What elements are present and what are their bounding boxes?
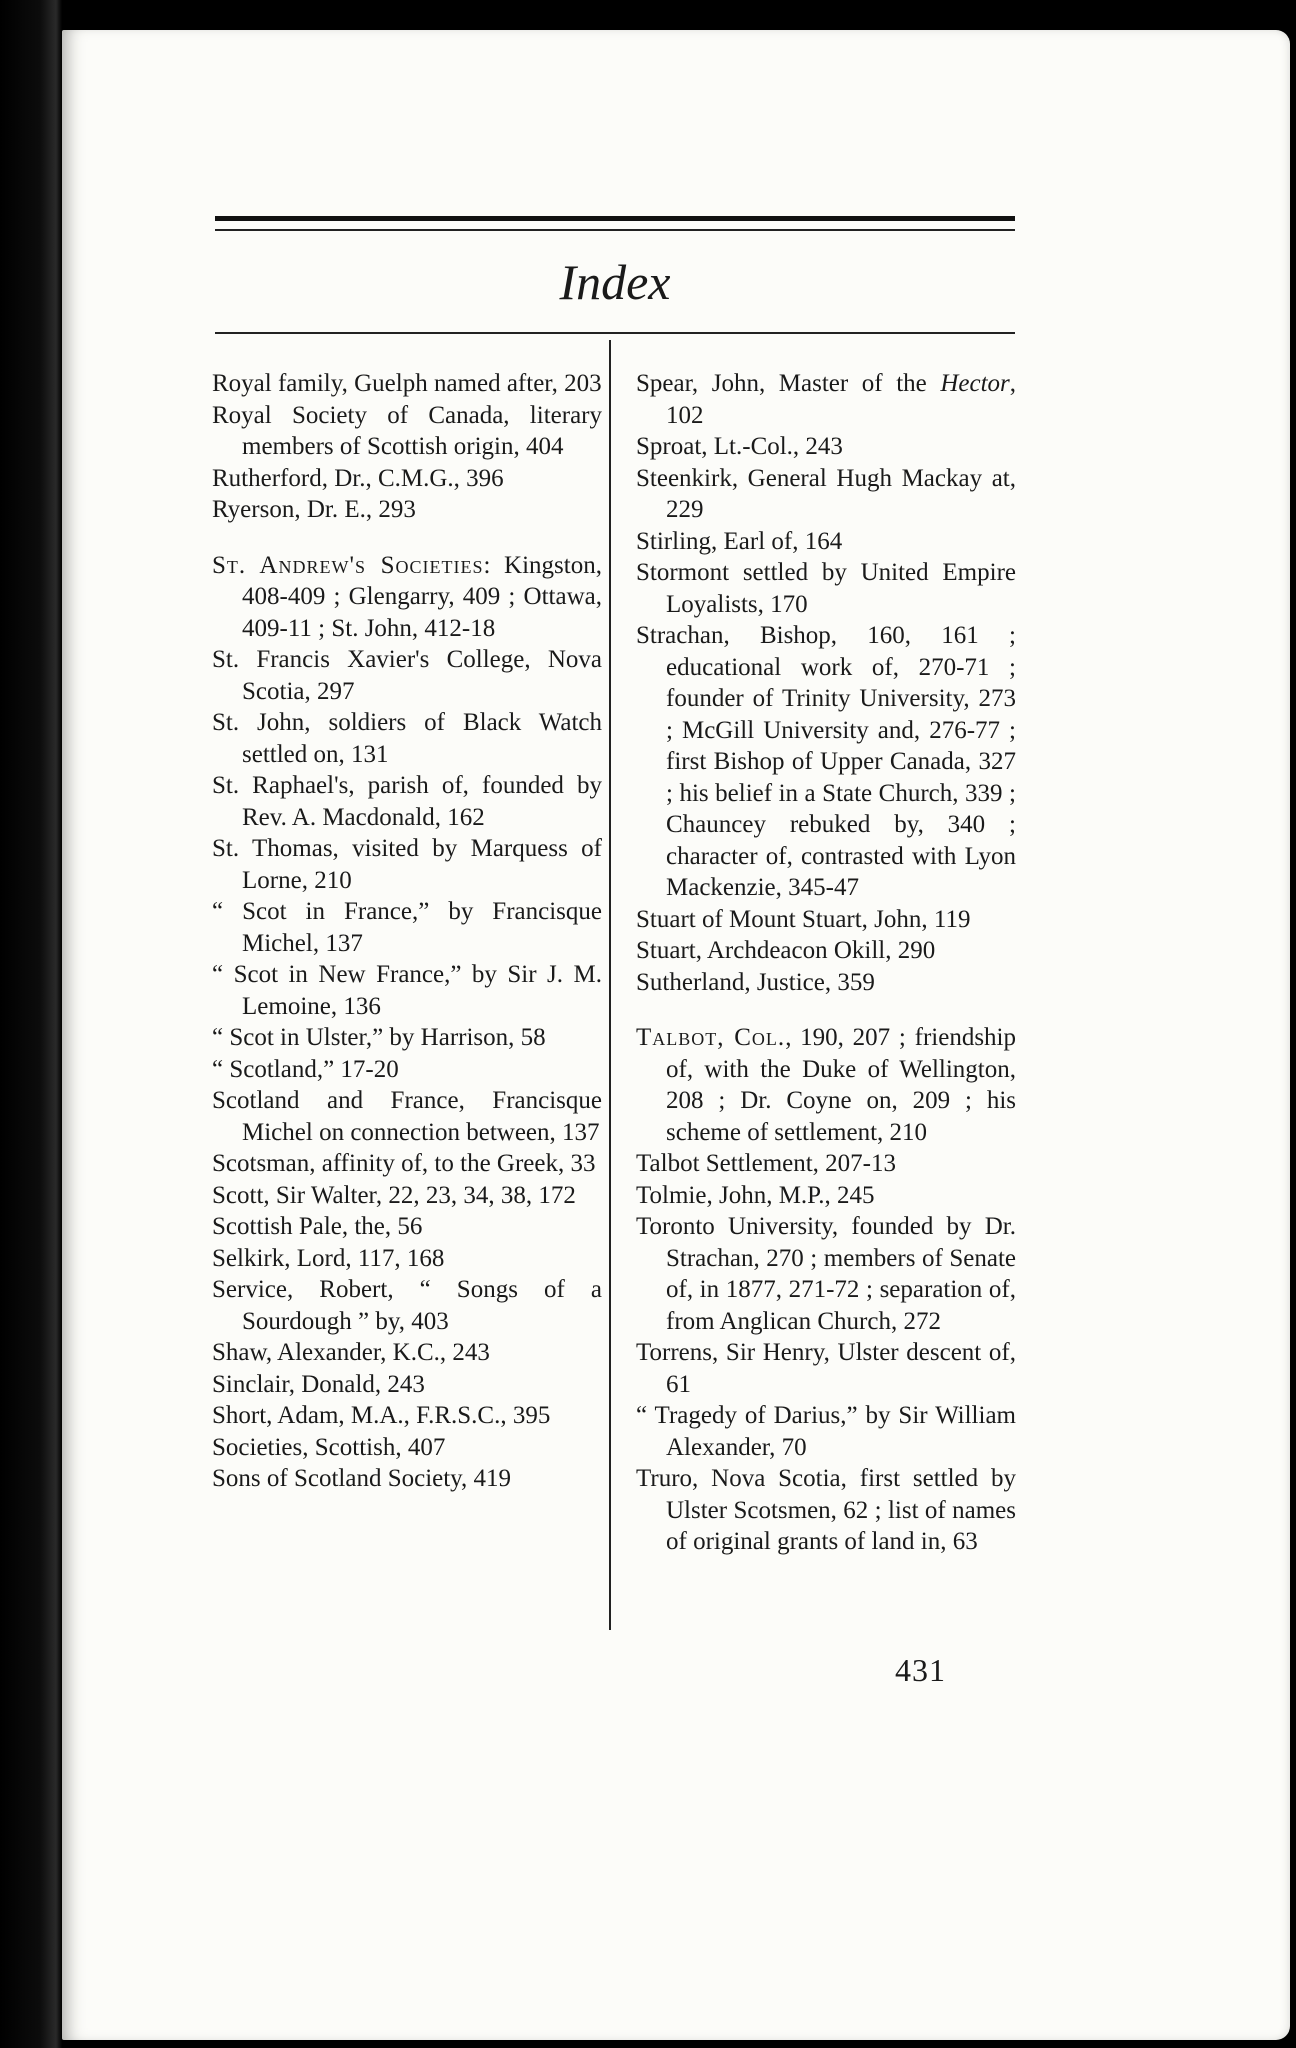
entry-text: : Kingston, 408-409 ; Glengarry, 409 ; Ottawa, 409-11 ; St. John, 412-18: [242, 551, 602, 642]
entry-text: “ Scot in France,” by Francisque Michel, 137: [212, 898, 602, 957]
index-entry: [636, 967, 1016, 999]
index-entry: [212, 644, 602, 707]
entry-text: Scotsman, affinity of, to the Greek, 33: [212, 1150, 596, 1177]
index-entry: [212, 1400, 602, 1432]
index-entry: [636, 1463, 1016, 1558]
entry-text: Spear, John, Master of the: [636, 370, 941, 397]
index-entry: [212, 707, 602, 770]
book-spine-shadow: [0, 0, 62, 2048]
entry-text: St. Thomas, visited by Marquess of Lorne, 210: [212, 835, 602, 894]
index-column-right: [636, 368, 1016, 1558]
entry-text: Short, Adam, M.A., F.R.S.C., 395: [212, 1402, 551, 1429]
index-entry: [212, 494, 602, 526]
index-entry: [636, 431, 1016, 463]
entry-text: Stormont settled by United Empire Loyalists, 170: [636, 559, 1016, 618]
entry-text: Scottish Pale, the, 56: [212, 1213, 423, 1240]
index-entry: [636, 935, 1016, 967]
entry-text: Strachan, Bishop, 160, 161 ; educational work of, 270-71 ; founder of Trinity University, 273 ; McGill University and, 276-77 ; first Bishop of Upper Canada, 327 ; his belief in a State Church, 339 ; Chauncey rebuked by, 340 ; character of, contrasted with Lyon Mackenzie, 345-47: [636, 622, 1016, 901]
entry-text: Scott, Sir Walter, 22, 23, 34, 38, 172: [212, 1181, 576, 1209]
entry-tail: , 102: [666, 370, 1016, 429]
entry-text: St. Francis Xavier's College, Nova Scotia, 297: [212, 646, 602, 705]
index-entry: [636, 1400, 1016, 1463]
entry-text: “ Tragedy of Darius,” by Sir William Alexander, 70: [636, 1402, 1016, 1461]
index-entry: [212, 1337, 602, 1369]
entry-text: Royal Society of Canada, literary members of Scottish origin, 404: [212, 401, 602, 460]
entry-heading: St. Andrew's Societies: [212, 551, 484, 579]
index-entry: [212, 1243, 602, 1275]
page-number: 431: [895, 1652, 946, 1688]
index-entry: [636, 557, 1016, 620]
index-entry: [212, 400, 602, 463]
entry-text: Scotland and France, Francisque Michel on connection between, 137: [212, 1087, 602, 1146]
entry-text: Truro, Nova Scotia, first settled by Ulster Scotsmen, 62 ; list of names of original grants of land in, 63: [636, 1465, 1016, 1555]
entry-text: Rutherford, Dr., C.M.G., 396: [212, 464, 504, 492]
index-entry: [636, 526, 1016, 558]
entry-text: Sutherland, Justice, 359: [636, 968, 875, 996]
index-entry: [636, 1022, 1016, 1148]
entry-text: St. John, soldiers of Black Watch settled on, 131: [212, 709, 602, 768]
header-rule-thin: [215, 229, 1015, 231]
entry-text: Service, Robert, “ Songs of a Sourdough ” by, 403: [212, 1276, 602, 1335]
header-rule-thick: [215, 216, 1015, 221]
index-entry: [636, 368, 1016, 431]
entry-text: Sproat, Lt.-Col., 243: [636, 433, 843, 460]
entry-text: Stuart, Archdeacon Okill, 290: [636, 937, 936, 964]
index-entry: [212, 770, 602, 833]
index-entry: [212, 1211, 602, 1243]
column-divider: [609, 340, 611, 1630]
index-entry: [212, 1369, 602, 1401]
entry-text: Societies, Scottish, 407: [212, 1433, 446, 1461]
index-entry: [636, 1180, 1016, 1212]
entry-text: Shaw, Alexander, K.C., 243: [212, 1339, 490, 1366]
index-entry: [212, 1022, 602, 1054]
entry-text: Royal family, Guelph named after, 203: [212, 370, 602, 397]
index-entry: [636, 463, 1016, 526]
entry-text: St. Raphael's, parish of, founded by Rev. A. Macdonald, 162: [212, 772, 602, 831]
index-entry: [212, 1085, 602, 1148]
index-entry: [212, 1432, 602, 1464]
entry-text: Selkirk, Lord, 117, 168: [212, 1244, 445, 1272]
index-entry: [212, 1054, 602, 1086]
index-entry: [212, 368, 602, 400]
index-column-left: [212, 368, 602, 1495]
index-entry: [212, 550, 602, 645]
entry-text: Tolmie, John, M.P., 245: [636, 1181, 875, 1209]
index-entry: [636, 1148, 1016, 1180]
entry-italic: Hector: [940, 370, 1010, 397]
entry-text: Sinclair, Donald, 243: [212, 1370, 425, 1398]
index-entry: [212, 896, 602, 959]
entry-heading: Talbot, Col.: [636, 1024, 786, 1051]
index-entry: [212, 1180, 602, 1212]
entry-text: Sons of Scotland Society, 419: [212, 1465, 512, 1492]
page-title: Index: [559, 254, 671, 310]
index-entry: [636, 620, 1016, 904]
index-entry: [636, 1337, 1016, 1400]
entry-text: Toronto University, founded by Dr. Strachan, 270 ; members of Senate of, in 1877, 271-72 ; separation of, from Anglican Church, 272: [636, 1213, 1016, 1335]
entry-text: “ Scot in Ulster,” by Harrison, 58: [212, 1024, 546, 1051]
entry-text: , 190, 207 ; friendship of, with the Duke of Wellington, 208 ; Dr. Coyne on, 209 ; his scheme of settlement, 210: [666, 1024, 1016, 1146]
index-entry: [212, 833, 602, 896]
index-entry: [212, 1274, 602, 1337]
entry-text: Talbot Settlement, 207-13: [636, 1150, 897, 1177]
index-entry: [636, 904, 1016, 936]
entry-text: Stirling, Earl of, 164: [636, 527, 843, 555]
index-entry: [636, 1211, 1016, 1337]
index-entry: [212, 959, 602, 1022]
entry-text: Stuart of Mount Stuart, John, 119: [636, 905, 971, 933]
entry-text: Ryerson, Dr. E., 293: [212, 496, 416, 523]
index-entry: [212, 1463, 602, 1495]
entry-text: Torrens, Sir Henry, Ulster descent of, 61: [636, 1339, 1016, 1398]
entry-text: “ Scot in New France,” by Sir J. M. Lemoine, 136: [212, 961, 602, 1020]
index-entry: [212, 463, 602, 495]
entry-text: “ Scotland,” 17-20: [212, 1055, 399, 1083]
entry-text: Steenkirk, General Hugh Mackay at, 229: [636, 464, 1016, 523]
index-entry: [212, 1148, 602, 1180]
title-rule: [215, 332, 1015, 334]
